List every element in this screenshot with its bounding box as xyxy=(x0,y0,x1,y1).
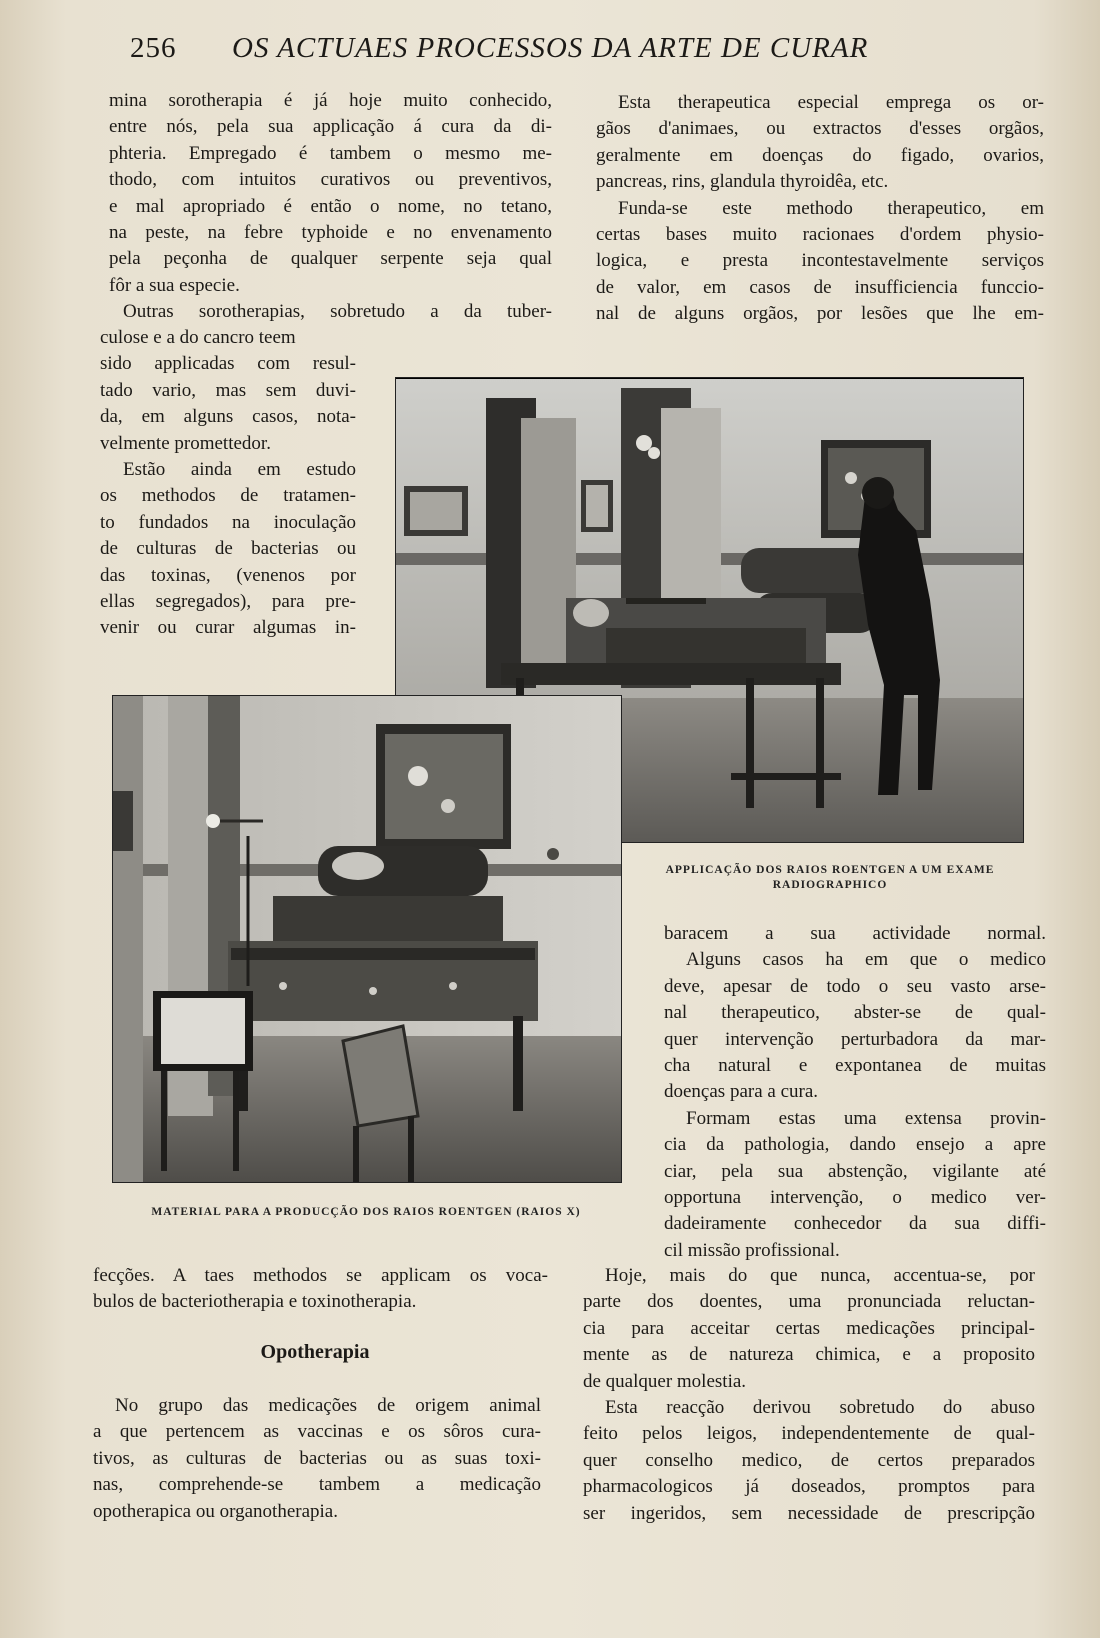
text-line: gãos d'animaes, ou extractos d'esses orgãos, xyxy=(596,118,1044,140)
text-line: thodo, com intuitos curativos ou preventivos, xyxy=(109,169,552,191)
text-line: Funda-se este methodo therapeutico, em xyxy=(618,197,1044,219)
paragraph-sorotherapia xyxy=(109,88,552,299)
text-line: deve, apesar de todo o seu vasto arse- xyxy=(664,975,1046,997)
text-line: sido applicadas com resul- xyxy=(100,353,356,375)
section-heading-opotherapia: Opotherapia xyxy=(260,1341,370,1363)
text-line: culose e a do cancro teem xyxy=(100,327,296,348)
text-line: nal therapeutico, abster-se de qual- xyxy=(664,1002,1046,1024)
text-line: cil missão profissional. xyxy=(664,1239,840,1261)
text-line: Alguns casos ha em que o medico xyxy=(686,949,1046,971)
text-line: pela peçonha de qualquer serpente seja qual xyxy=(109,248,552,270)
text-line: venir ou curar algumas in- xyxy=(100,617,356,639)
text-line: tivos, as culturas de bacterias ou as suas toxi- xyxy=(93,1447,541,1469)
text-line: logica, e presta incontestavelmente serviços xyxy=(596,250,1044,272)
text-line: dadeiramente conhecedor da sua diffi- xyxy=(664,1213,1046,1235)
text-line: to fundados na inoculação xyxy=(100,511,356,533)
text-line: pancreas, rins, glandula thyroidêa, etc. xyxy=(596,171,889,193)
text-line: Esta therapeutica especial emprega os or- xyxy=(618,92,1044,113)
text-line: cia para acceitar certas medicações principal- xyxy=(583,1317,1035,1339)
text-line: Hoje, mais do que nunca, accentua-se, por xyxy=(605,1265,1035,1286)
running-title: OS ACTUAES PROCESSOS DA ARTE DE CURAR xyxy=(232,32,869,64)
text-line: das toxinas, (venenos por xyxy=(100,564,356,586)
text-line: ser ingeridos, sem necessidade de prescripção xyxy=(583,1502,1035,1524)
paragraph-origem-animal xyxy=(93,1393,541,1525)
text-line: pharmacologicos já doseados, promptos para xyxy=(583,1476,1035,1498)
text-line: Esta reacção derivou sobretudo do abuso xyxy=(605,1397,1035,1419)
caption-line: APPLICAÇÃO DOS RAIOS ROENTGEN A UM EXAME xyxy=(665,864,995,876)
text-line: quer conselho medico, de certos preparados xyxy=(583,1449,1035,1471)
text-line: geralmente em doenças do figado, ovarios, xyxy=(596,144,1044,166)
text-line: No grupo das medicações de origem animal xyxy=(115,1395,541,1416)
page-number: 256 xyxy=(130,32,177,64)
photo-xray-material xyxy=(112,695,622,1183)
text-line: doenças para a cura. xyxy=(664,1081,819,1103)
text-line: Formam estas uma extensa provin- xyxy=(686,1107,1046,1129)
text-line: da, em alguns casos, nota- xyxy=(100,406,356,428)
text-line: Estão ainda em estudo xyxy=(123,459,356,481)
text-line: nas, comprehende-se tambem a medicação xyxy=(93,1474,541,1496)
paragraph-narrow xyxy=(100,325,356,642)
text-line: e mal apropriado é então o nome, no tetano, xyxy=(109,195,552,217)
text-line: de qualquer molestia. xyxy=(583,1370,747,1392)
text-line: ellas segregados), para pre- xyxy=(100,591,356,613)
text-line: fecções. A taes methodos se applicam os voca- xyxy=(93,1265,548,1286)
text-line: quer intervenção perturbadora da mar- xyxy=(664,1028,1046,1050)
text-line: certas bases muito racionaes d'ordem physio- xyxy=(596,224,1044,246)
caption-line: RADIOGRAPHICO xyxy=(772,879,888,891)
text-line: mente as de natureza chimica, e a proposito xyxy=(583,1344,1035,1366)
text-line: bulos de bacteriotherapia e toxinotherapia. xyxy=(93,1291,417,1313)
text-line: de valor, em casos de insufficiencia funccio- xyxy=(596,276,1044,298)
text-line: a que pertencem as vaccinas e os sôros cura- xyxy=(93,1421,541,1443)
text-line: tado vario, mas sem duvi- xyxy=(100,379,356,401)
text-line: ciar, pela sua abstenção, vigilante até xyxy=(664,1160,1046,1182)
text-line: cia da pathologia, dando ensejo a apre xyxy=(664,1134,1046,1156)
text-line: parte dos doentes, uma pronunciada reluctan- xyxy=(583,1291,1035,1313)
text-line: baracem a sua actividade normal. xyxy=(664,923,1046,944)
paragraph-abstention xyxy=(664,921,1046,1264)
text-line: opportuna intervenção, o medico ver- xyxy=(664,1187,1046,1209)
paragraph-opotherapia-intro xyxy=(596,90,1044,328)
text-line: de culturas de bacterias ou xyxy=(100,538,356,560)
text-line: opotherapica ou organotherapia. xyxy=(93,1500,338,1522)
caption-radiographic-exam xyxy=(640,863,1020,893)
text-line: feito pelos leigos, independentemente de qual- xyxy=(583,1423,1035,1445)
text-line: mina sorotherapia é já hoje muito conhecido, xyxy=(109,90,552,111)
caption-xray-material: MATERIAL PARA A PRODUCÇÃO DOS RAIOS ROENTGEN (RAIOS X) xyxy=(151,1206,581,1218)
running-header xyxy=(130,32,930,68)
text-line: cha natural e expontanea de muitas xyxy=(664,1055,1046,1077)
text-line: nal de alguns orgãos, por lesões que lhe em- xyxy=(596,303,1044,325)
text-line: velmente promettedor. xyxy=(100,432,271,454)
text-line: Outras sorotherapias, sobretudo a da tuber- xyxy=(123,301,552,322)
paragraph-reluctancia xyxy=(583,1263,1035,1527)
text-line: os methodos de tratamen- xyxy=(100,485,356,507)
text-line: fôr a sua especie. xyxy=(109,274,240,296)
text-line: phteria. Empregado é tambem o mesmo me- xyxy=(109,142,552,164)
paragraph-bacteriotherapia xyxy=(93,1263,548,1316)
text-line: na peste, na febre typhoide e no envenamento xyxy=(109,222,552,244)
paragraph-outras xyxy=(100,299,552,325)
text-line: entre nós, pela sua applicação á cura da di- xyxy=(109,116,552,138)
